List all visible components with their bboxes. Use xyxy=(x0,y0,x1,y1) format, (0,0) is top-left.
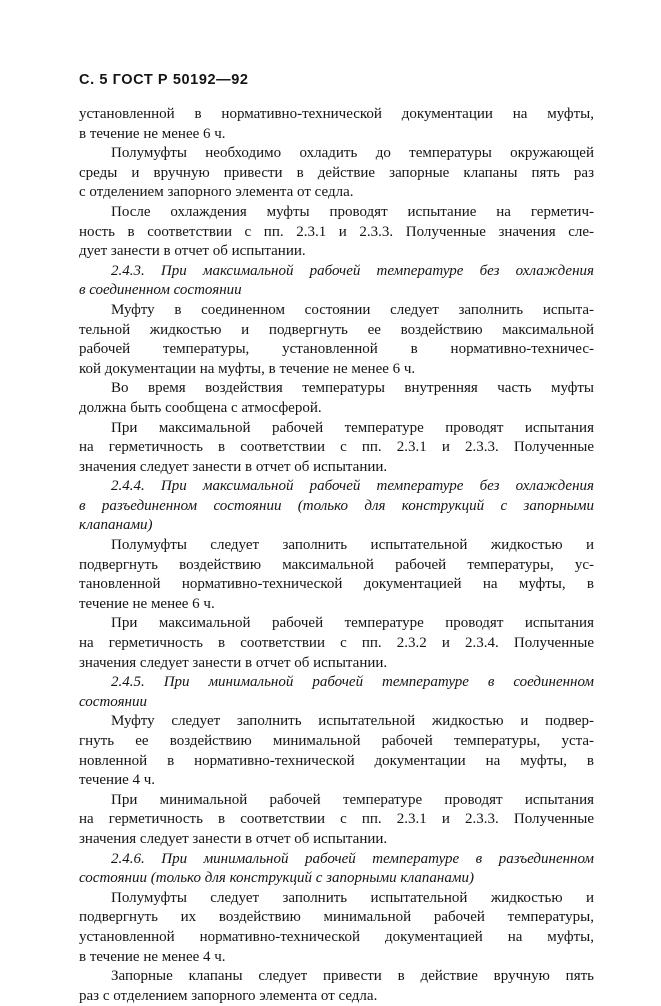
text-line: Полумуфты следует заполнить испытательной жидкостью и xyxy=(111,889,594,906)
section-heading xyxy=(79,850,594,889)
text-line: Во время воздействия температуры внутренняя часть муфты xyxy=(111,380,594,397)
paragraph xyxy=(79,967,594,1006)
paragraph xyxy=(79,791,594,850)
text-line: Полумуфты необходимо охладить до температуры окружающей xyxy=(111,145,594,162)
text-line: гнуть ее воздействию минимальной рабочей температуры, уста- xyxy=(79,733,594,749)
heading-line: 2.4.4. При максимальной рабочей температуре без охлаждения xyxy=(111,478,594,495)
text-line: значения следует занести в отчет об испытании. xyxy=(79,830,388,847)
text-line: Муфту в соединенном состоянии следует заполнить испыта- xyxy=(111,301,594,318)
text-line: в течение не менее 4 ч. xyxy=(79,948,226,965)
text-line: в течение не менее 6 ч. xyxy=(79,125,226,142)
text-line: раз с отделением запорного элемента от седла. xyxy=(79,987,378,1004)
section-heading xyxy=(79,262,594,301)
text-line: установленной в нормативно-технической документации на муфты, xyxy=(79,106,594,122)
text-line: установленной нормативно-технической документацией на муфты, xyxy=(79,928,594,945)
section-heading xyxy=(79,477,594,536)
paragraph xyxy=(79,203,594,262)
text-line: тановленной нормативно-технической документацией на муфты, в xyxy=(79,576,594,593)
text-line: При минимальной рабочей температуре проводят испытания xyxy=(111,791,594,808)
heading-line: в разъединенном состоянии (только для конструкций с запорными xyxy=(79,497,594,514)
paragraph xyxy=(79,712,594,790)
text-line: дует занести в отчет об испытании. xyxy=(79,243,306,260)
text-line: Полумуфты следует заполнить испытательной жидкостью и xyxy=(111,537,594,554)
document-body xyxy=(79,105,594,1006)
text-line: рабочей температуры, установленной в нормативно-техничес- xyxy=(79,341,594,358)
text-line: кой документации на муфты, в течение не менее 6 ч. xyxy=(79,360,416,377)
text-line: течение 4 ч. xyxy=(79,772,156,789)
text-line: При максимальной рабочей температуре проводят испытания xyxy=(111,419,594,436)
text-line: После охлаждения муфты проводят испытание на герметич- xyxy=(111,203,594,220)
text-line: на герметичность в соответствии с пп. 2.3.1 и 2.3.3. Полученные xyxy=(79,811,594,828)
text-line: тельной жидкостью и подвергнуть ее воздействию максимальной xyxy=(79,321,594,338)
text-line: значения следует занести в отчет об испытании. xyxy=(79,654,388,671)
text-line: При максимальной рабочей температуре проводят испытания xyxy=(111,615,594,632)
paragraph xyxy=(79,301,594,379)
paragraph xyxy=(79,889,594,967)
paragraph xyxy=(79,144,594,203)
text-line: новленной в нормативно-технической документации на муфты, в xyxy=(79,752,594,769)
text-line: ность в соответствии с пп. 2.3.1 и 2.3.3. Полученные значения сле- xyxy=(79,223,594,240)
heading-line: состоянии (только для конструкций с запорными клапанами) xyxy=(79,870,474,887)
heading-line: 2.4.5. При минимальной рабочей температуре в соединенном xyxy=(111,674,594,691)
text-line: Запорные клапаны следует привести в действие вручную пять xyxy=(111,968,594,985)
page-header: С. 5 ГОСТ Р 50192—92 xyxy=(79,72,249,88)
heading-line: состоянии xyxy=(79,693,147,710)
text-line: Муфту следует заполнить испытательной жидкостью и подвер- xyxy=(111,713,594,730)
text-line: с отделением запорного элемента от седла. xyxy=(79,184,354,201)
paragraph xyxy=(79,419,594,478)
text-line: на герметичность в соответствии с пп. 2.3.2 и 2.3.4. Полученные xyxy=(79,635,594,652)
text-line: на герметичность в соответствии с пп. 2.3.1 и 2.3.3. Полученные xyxy=(79,439,594,456)
heading-line: 2.4.3. При максимальной рабочей температуре без охлаждения xyxy=(111,262,594,279)
heading-line: 2.4.6. При минимальной рабочей температуре в разъединенном xyxy=(111,850,594,867)
heading-line: клапанами) xyxy=(79,517,153,534)
paragraph xyxy=(79,614,594,673)
text-line: среды и вручную привести в действие запорные клапаны пять раз xyxy=(79,164,594,181)
text-line: значения следует занести в отчет об испытании. xyxy=(79,458,388,475)
paragraph xyxy=(79,105,594,144)
text-line: подвергнуть их воздействию минимальной рабочей температуры, xyxy=(79,909,594,926)
text-line: течение не менее 6 ч. xyxy=(79,595,215,612)
section-heading xyxy=(79,673,594,712)
heading-line: в соединенном состоянии xyxy=(79,282,242,299)
paragraph xyxy=(79,379,594,418)
text-line: подвергнуть воздействию максимальной рабочей температуры, ус- xyxy=(79,556,594,573)
paragraph xyxy=(79,536,594,614)
text-line: должна быть сообщена с атмосферой. xyxy=(79,399,322,416)
